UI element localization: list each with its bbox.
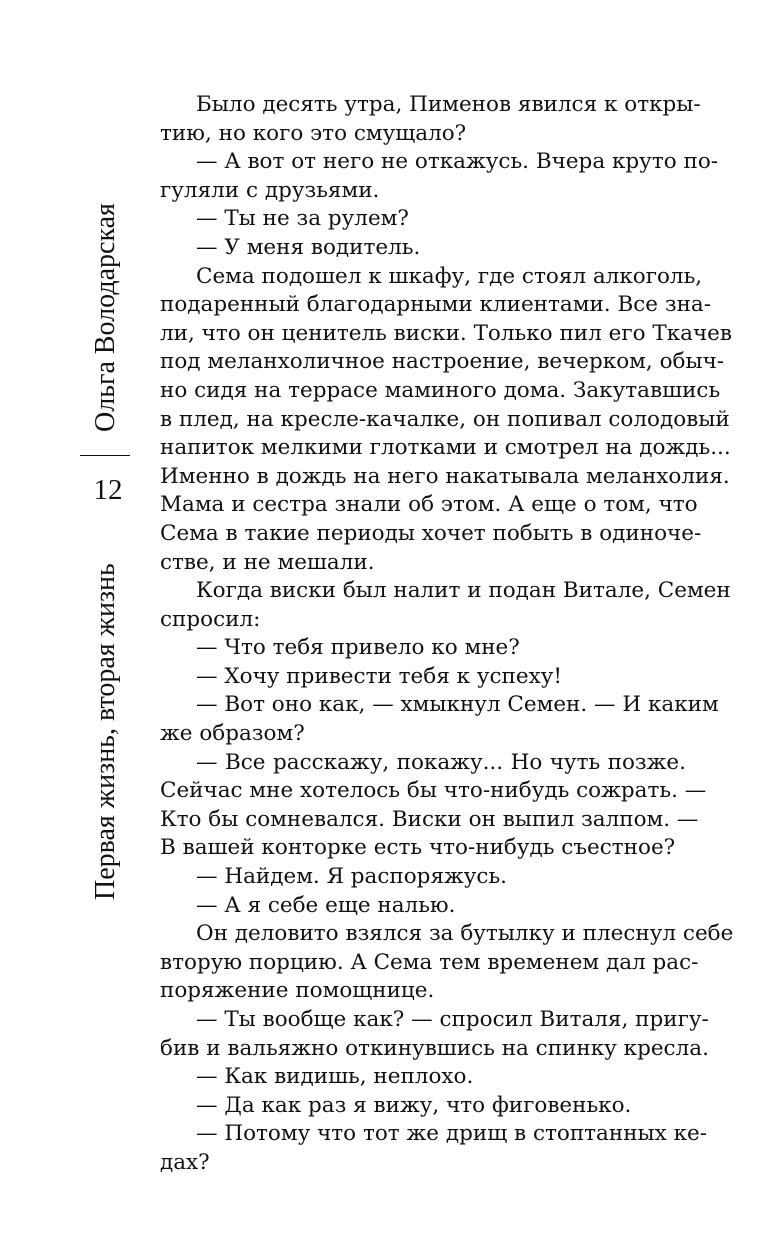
text-line: — У меня водитель. — [196, 234, 421, 260]
text-line: — Ты не за рулем? — [196, 206, 409, 232]
text-line: но сидя на террасе маминого дома. Закутавшись — [160, 377, 721, 403]
text-line: в плед, на кресле-качалке, он попивал солодовый — [160, 406, 730, 432]
text-line: В вашей конторке есть что-нибудь съестное? — [160, 835, 676, 861]
text-line: Мама и сестра знали об этом. А еще о том, что — [160, 492, 698, 518]
text-line: Сейчас мне хотелось бы что-нибудь сожрать. — — [160, 778, 707, 804]
text-line: Именно в дождь на него накатывала меланхолия. — [160, 463, 730, 489]
page-body — [160, 91, 734, 1178]
text-line: — Потому что тот же дрищ в стоптанных ке- — [196, 1121, 708, 1147]
text-line: подаренный благодарными клиентами. Все зна- — [160, 292, 711, 318]
text-line: стве, и не мешали. — [160, 549, 375, 575]
text-line: поряжение помощнице. — [160, 978, 435, 1004]
text-line: — Вот оно как, — хмыкнул Семен. — И каким — [196, 692, 719, 718]
text-line: — Ты вообще как? — спросил Виталя, пригу- — [196, 1007, 709, 1032]
text-line: — Как видишь, неплохо. — [196, 1064, 474, 1090]
text-line: спросил: — [160, 606, 261, 632]
text-line: Когда виски был налит и подан Витале, Семен — [196, 578, 731, 604]
text-line: гуляли с друзьями. — [160, 177, 380, 203]
text-line: под меланхоличное настроение, вечерком, обыч- — [160, 349, 725, 375]
running-head-divider — [80, 455, 130, 456]
text-line: Сема подошел к шкафу, где стоял алкоголь, — [196, 263, 703, 289]
page-number: 12 — [93, 474, 123, 506]
text-line: напиток мелкими глотками и смотрел на дождь... — [160, 435, 731, 461]
text-line: бив и вальяжно откинувшись на спинку кресла. — [160, 1035, 709, 1061]
text-line: Было десять утра, Пименов явился к откры- — [196, 92, 701, 117]
running-head-book-title: Первая жизнь, вторая жизнь — [90, 563, 121, 900]
text-line: — Что тебя привело ко мне? — [196, 635, 520, 661]
text-line: — Найдем. Я распоряжусь. — [196, 864, 508, 890]
text-line: Он деловито взялся за бутылку и плеснул себе — [196, 921, 734, 947]
text-line: — А вот от него не откажусь. Вчера круто по- — [196, 149, 719, 175]
text-line: ли, что он ценитель виски. Только пил его Ткачев — [160, 320, 733, 346]
text-line: — А я себе еще налью. — [196, 892, 456, 918]
text-line: тию, но кого это смущало? — [160, 120, 467, 146]
text-line: дах? — [160, 1149, 210, 1175]
text-line: Кто бы сомневался. Виски он выпил залпом. — — [160, 806, 699, 832]
text-line: — Да как раз я вижу, что фиговенько. — [196, 1092, 632, 1118]
text-line: вторую порцию. А Сема тем временем дал рас- — [160, 949, 699, 975]
running-head-author: Ольга Володарская — [90, 203, 121, 432]
text-line: же образом? — [160, 721, 305, 747]
text-line: Сема в такие периоды хочет побыть в одиноче- — [160, 520, 702, 546]
text-line: — Все расскажу, покажу... Но чуть позже. — [196, 749, 686, 775]
text-line: — Хочу привести тебя к успеху! — [196, 663, 563, 689]
